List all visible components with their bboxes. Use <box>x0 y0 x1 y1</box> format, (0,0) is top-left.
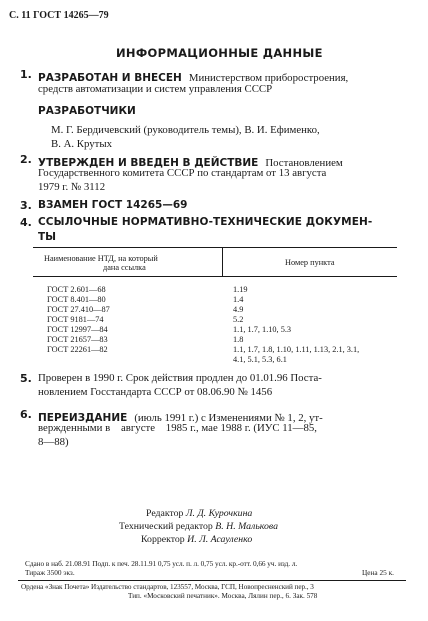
imprint-divider <box>18 580 406 581</box>
developers-line2: В. А. Крутых <box>51 138 113 150</box>
developers-line1: М. Г. Бердичевский (руководитель темы), В. И. Ефименко, <box>51 124 320 136</box>
corrector-credit <box>141 534 252 545</box>
table-row-doc: ГОСТ 27.410—87 <box>47 305 110 314</box>
section-3-text: ВЗАМЕН ГОСТ 14265—69 <box>38 199 188 211</box>
section-5-number: 5. <box>20 372 32 385</box>
editor-credit <box>146 508 252 519</box>
table-row-doc: ГОСТ 9181—74 <box>47 315 104 324</box>
table-row-items: 1.19 <box>233 285 248 294</box>
table-row-items-continued: 4.1, 5.1, 5.3, 6.1 <box>233 355 287 364</box>
imprint-circulation: Тираж 3500 экз. <box>25 568 75 577</box>
page-title: ИНФОРМАЦИОННЫЕ ДАННЫЕ <box>116 46 323 60</box>
developers-heading: РАЗРАБОТЧИКИ <box>38 105 136 117</box>
section-1-rest: Министерством приборостроения, <box>188 72 349 84</box>
table-col2-header: Номер пункта <box>285 258 335 267</box>
section-2-rest: Постановлением <box>265 157 343 169</box>
imprint-line1: Сдано в наб. 21.08.91 Подп. к печ. 28.11.91 0,75 усл. п. л. 0,75 усл. кр.-отт. 0,66 уч. изд. л. <box>25 559 298 568</box>
table-top-rule <box>33 247 397 248</box>
tech-editor-label: Технический редактор <box>119 521 213 532</box>
table-row-doc: ГОСТ 12997—84 <box>47 325 108 334</box>
table-row-doc: ГОСТ 2.601—68 <box>47 285 106 294</box>
table-row-items: 1.1, 1.7, 1.8, 1.10, 1.11, 1.13, 2.1, 3.1, <box>233 345 360 354</box>
section-4-line2: ТЫ <box>38 231 57 243</box>
section-6-line3: 8—88) <box>38 436 69 448</box>
section-6-number: 6. <box>20 408 32 421</box>
section-2-number: 2. <box>20 153 32 166</box>
editor-label: Редактор <box>146 508 184 519</box>
section-1-lead: РАЗРАБОТАН И ВНЕСЕН <box>38 72 182 84</box>
table-col1-header-line1: Наименование НТД, на который <box>44 254 158 263</box>
table-row-items: 1.1, 1.7, 1.10, 5.3 <box>233 325 292 334</box>
table-row-doc: ГОСТ 8.401—80 <box>47 295 106 304</box>
table-row-doc: ГОСТ 21657—83 <box>47 335 108 344</box>
section-4-number: 4. <box>20 216 32 229</box>
table-row-items: 1.8 <box>233 335 244 344</box>
table-header-rule <box>33 276 397 277</box>
page-header: С. 11 ГОСТ 14265—79 <box>9 10 109 21</box>
corrector-label: Корректор <box>141 534 185 545</box>
imprint-price: Цена 25 к. <box>362 568 394 577</box>
section-1-number: 1. <box>20 68 32 81</box>
section-6-line2: вержденными в августе 1985 г., мае 1988 г. (ИУС 11—85, <box>38 422 317 434</box>
tech-editor-credit <box>119 521 278 532</box>
section-2-line3: 1979 г. № 3112 <box>38 181 106 193</box>
table-col1-header-line2: дана ссылка <box>103 263 146 272</box>
section-1-line2: средств автоматизации и систем управления СССР <box>38 83 273 95</box>
tech-editor-name: В. Н. Малькова <box>215 521 278 532</box>
section-2-lead: УТВЕРЖДЕН И ВВЕДЕН В ДЕЙСТВИЕ <box>38 157 259 169</box>
section-5-line2: новлением Госстандарта СССР от 08.06.90 № 1456 <box>38 386 273 398</box>
table-row-doc: ГОСТ 22261—82 <box>47 345 108 354</box>
publisher-line2: Тип. «Московский печатник». Москва, Лялин пер., 6. Зак. 578 <box>128 592 318 600</box>
table-column-divider <box>222 248 223 276</box>
section-6-rest: (июль 1991 г.) с Изменениями № 1, 2, ут- <box>134 412 323 424</box>
section-3-number: 3. <box>20 199 32 212</box>
section-6-lead: ПЕРЕИЗДАНИЕ <box>38 412 128 424</box>
corrector-name: И. Л. Асауленко <box>187 534 253 545</box>
table-row-items: 4.9 <box>233 305 244 314</box>
publisher-line1: Ордена «Знак Почета» Издательство стандартов, 123557, Москва, ГСП, Новопресненский пер., 3 <box>21 583 314 591</box>
section-5-line1: Проверен в 1990 г. Срок действия продлен до 01.01.96 Поста- <box>38 372 322 384</box>
section-4-line1: ССЫЛОЧНЫЕ НОРМАТИВНО-ТЕХНИЧЕСКИЕ ДОКУМЕН- <box>38 216 373 228</box>
section-2-line2: Государственного комитета СССР по стандартам от 13 августа <box>38 167 327 179</box>
table-row-items: 5.2 <box>233 315 244 324</box>
editor-name: Л. Д. Курочкина <box>185 508 253 519</box>
table-row-items: 1.4 <box>233 295 244 304</box>
